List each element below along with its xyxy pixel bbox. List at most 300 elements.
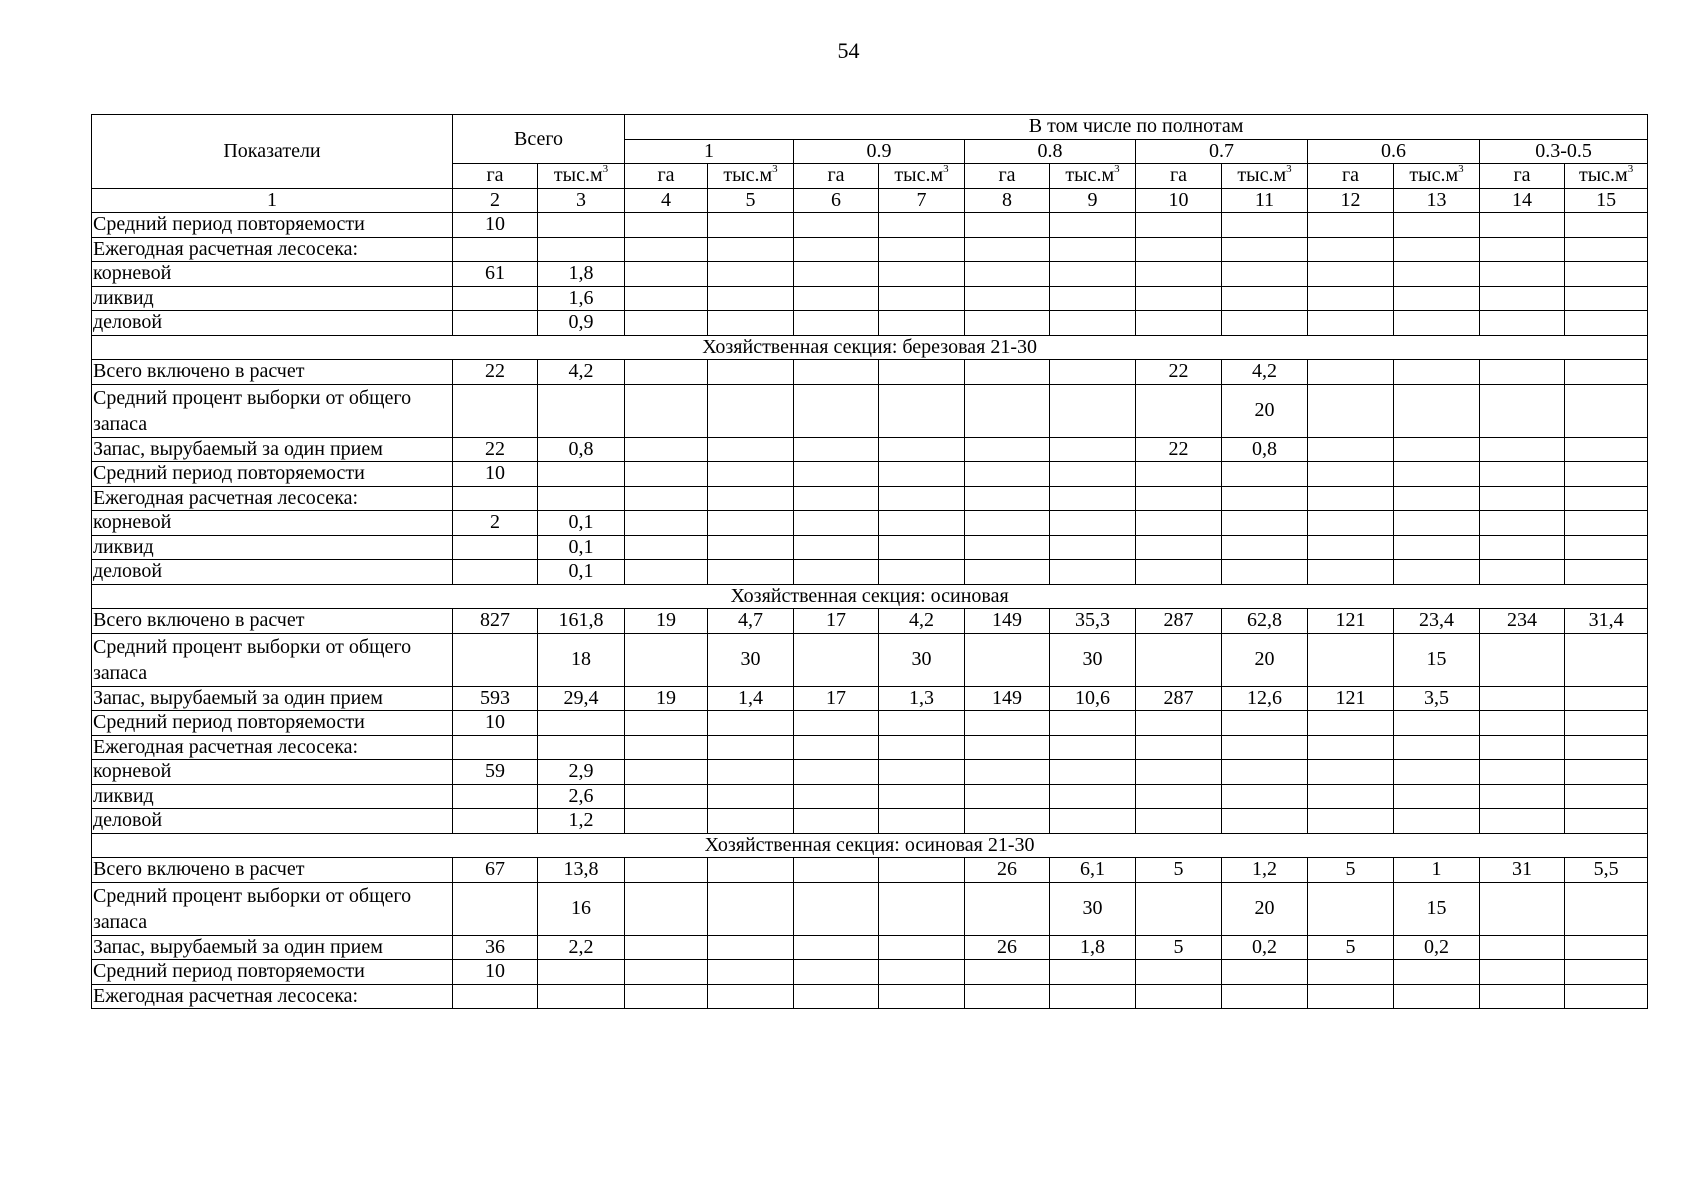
table-cell [965,535,1050,560]
unit-volume-header [879,164,965,189]
table-cell: 121 [1308,686,1394,711]
table-cell [453,535,538,560]
table-cell [1136,784,1222,809]
table-cell [708,784,794,809]
forest-cutting-table [91,114,1648,1009]
table-cell [794,560,879,585]
table-cell [965,711,1050,736]
table-cell [453,633,538,686]
table-cell [1565,882,1648,935]
table-cell [708,984,794,1009]
column-number-row [92,188,1648,213]
table-cell [1222,213,1308,238]
table-cell: 13,8 [538,858,625,883]
table-cell [1136,633,1222,686]
table-row [92,486,1648,511]
table-cell [625,262,708,287]
table-cell [1480,686,1565,711]
table-cell [1050,486,1136,511]
table-cell [1480,286,1565,311]
table-cell [794,437,879,462]
table-cell [1394,437,1480,462]
table-cell [965,213,1050,238]
table-cell [1308,633,1394,686]
table-cell [538,384,625,437]
table-cell [453,984,538,1009]
table-cell [1050,360,1136,385]
table-cell [1394,511,1480,536]
density-header: 0.3-0.5 [1480,139,1648,164]
table-cell: 10 [453,711,538,736]
row-label: корневой [92,760,453,785]
table-cell [1222,511,1308,536]
table-cell [1050,213,1136,238]
table-cell [625,311,708,336]
table-cell: 593 [453,686,538,711]
section-title: Хозяйственная секция: осиновая 21-30 [92,833,1648,858]
table-cell [1222,286,1308,311]
table-cell [1480,935,1565,960]
table-cell [1394,560,1480,585]
table-cell [1222,960,1308,985]
table-row [92,858,1648,883]
row-label: Средний период повторяемости [92,462,453,487]
table-cell [453,809,538,834]
table-cell [1565,311,1648,336]
table-cell [879,486,965,511]
section-title: Хозяйственная секция: березовая 21-30 [92,335,1648,360]
table-cell [1565,784,1648,809]
column-number: 1 [92,188,453,213]
table-cell: 22 [453,360,538,385]
table-row [92,882,1648,935]
row-label: Ежегодная расчетная лесосека: [92,237,453,262]
table-cell [1050,286,1136,311]
row-label: ликвид [92,784,453,809]
table-cell [965,286,1050,311]
table-row [92,809,1648,834]
table-cell [625,511,708,536]
table-cell: 30 [879,633,965,686]
table-cell [1565,511,1648,536]
table-row [92,935,1648,960]
unit-ha-header: га [1308,164,1394,189]
total-header: Всего [453,115,625,164]
table-cell [1565,735,1648,760]
table-cell [1565,384,1648,437]
table-cell: 36 [453,935,538,960]
table-cell [708,462,794,487]
table-cell [794,960,879,985]
unit-volume-header [1050,164,1136,189]
unit-volume-exponent: 3 [1286,163,1292,176]
table-cell: 1,3 [879,686,965,711]
table-cell [1480,809,1565,834]
unit-ha-header: га [794,164,879,189]
table-cell [1565,437,1648,462]
table-cell [1308,960,1394,985]
table-cell [1480,237,1565,262]
table-cell: 35,3 [1050,609,1136,634]
table-cell [1394,784,1480,809]
unit-volume-text: тыс.м [1065,164,1115,187]
table-cell [625,858,708,883]
table-row [92,686,1648,711]
table-cell [708,882,794,935]
row-label: Средний период повторяемости [92,960,453,985]
table-cell [794,935,879,960]
table-cell: 1,2 [1222,858,1308,883]
table-cell [453,237,538,262]
table-cell [794,760,879,785]
table-cell [1308,384,1394,437]
unit-volume-exponent: 3 [1114,163,1120,176]
table-cell [1394,384,1480,437]
unit-volume-text: тыс.м [1237,164,1287,187]
row-label: деловой [92,560,453,585]
table-cell [1565,984,1648,1009]
table-cell [1480,262,1565,287]
table-cell [965,809,1050,834]
table-cell [1136,882,1222,935]
density-header: 0.8 [965,139,1136,164]
section-row [92,584,1648,609]
table-cell [1136,711,1222,736]
table-cell: 22 [1136,360,1222,385]
table-cell [538,462,625,487]
table-cell [879,286,965,311]
table-row [92,984,1648,1009]
column-number: 6 [794,188,879,213]
table-cell [1222,486,1308,511]
table-cell [1565,213,1648,238]
table-cell [794,882,879,935]
table-cell [879,735,965,760]
table-cell [1480,535,1565,560]
table-cell: 0,2 [1222,935,1308,960]
table-cell [794,511,879,536]
table-cell: 2,6 [538,784,625,809]
table-cell [625,535,708,560]
table-cell [453,384,538,437]
table-cell [965,882,1050,935]
table-cell: 0,8 [538,437,625,462]
table-cell [1565,760,1648,785]
table-cell: 1 [1394,858,1480,883]
table-cell [1222,711,1308,736]
table-cell [965,486,1050,511]
table-cell [879,960,965,985]
table-cell: 31 [1480,858,1565,883]
section-row [92,833,1648,858]
table-cell [1308,462,1394,487]
row-label: Средний процент выборки от общего запаса [92,882,453,935]
table-cell: 149 [965,686,1050,711]
table-cell: 15 [1394,633,1480,686]
table-cell: 1,8 [1050,935,1136,960]
table-cell [1050,960,1136,985]
table-cell [1565,486,1648,511]
column-number: 15 [1565,188,1648,213]
table-cell [708,360,794,385]
table-cell [1222,809,1308,834]
table-row [92,560,1648,585]
table-cell [1480,384,1565,437]
table-cell [1308,286,1394,311]
table-cell [794,858,879,883]
table-cell [1480,882,1565,935]
table-cell: 23,4 [1394,609,1480,634]
table-cell [1394,237,1480,262]
table-cell [965,384,1050,437]
row-label: Всего включено в расчет [92,609,453,634]
table-cell: 5 [1136,858,1222,883]
table-cell [1050,984,1136,1009]
table-cell [453,560,538,585]
table-cell: 0,8 [1222,437,1308,462]
table-cell [625,760,708,785]
table-cell [625,237,708,262]
table-cell: 26 [965,858,1050,883]
table-cell [1480,633,1565,686]
page-number: 54 [837,38,860,63]
unit-volume-exponent: 3 [943,163,949,176]
table-cell: 10 [453,462,538,487]
table-cell [965,984,1050,1009]
column-number: 14 [1480,188,1565,213]
table-cell [879,437,965,462]
table-cell [1136,262,1222,287]
table-row [92,735,1648,760]
table-cell: 15 [1394,882,1480,935]
table-cell: 5 [1308,935,1394,960]
table-cell [1136,535,1222,560]
table-cell [1222,784,1308,809]
table-cell: 0,2 [1394,935,1480,960]
table-cell [1480,360,1565,385]
table-cell [1136,213,1222,238]
table-row [92,511,1648,536]
table-cell [625,735,708,760]
table-cell [1308,437,1394,462]
indicators-header: Показатели [92,115,453,189]
table-cell [1308,237,1394,262]
unit-volume-header [538,164,625,189]
table-cell [1136,809,1222,834]
row-label: Всего включено в расчет [92,858,453,883]
table-cell [1050,437,1136,462]
table-cell [794,809,879,834]
table-cell [1480,560,1565,585]
table-row [92,384,1648,437]
table-cell [1136,286,1222,311]
table-cell [453,311,538,336]
table-cell [625,462,708,487]
table-cell [1050,384,1136,437]
table-cell [965,437,1050,462]
table-cell [538,237,625,262]
unit-volume-exponent: 3 [602,163,609,176]
table-cell [1222,984,1308,1009]
table-cell [708,237,794,262]
table-cell: 287 [1136,686,1222,711]
column-number: 5 [708,188,794,213]
table-cell: 5 [1308,858,1394,883]
table-cell [538,711,625,736]
table-cell [879,809,965,834]
table-cell: 2 [453,511,538,536]
table-cell: 1,6 [538,286,625,311]
row-label: корневой [92,511,453,536]
table-cell [1308,486,1394,511]
table-body [92,213,1648,1009]
table-cell [625,560,708,585]
table-cell [708,535,794,560]
section-row [92,335,1648,360]
table-cell [1480,511,1565,536]
table-cell: 19 [625,609,708,634]
table-cell: 5,5 [1565,858,1648,883]
table-cell [1394,486,1480,511]
table-cell [879,935,965,960]
table-cell [1480,311,1565,336]
table-cell [1222,262,1308,287]
table-cell [1308,535,1394,560]
table-cell [1565,535,1648,560]
table-cell: 4,2 [1222,360,1308,385]
unit-ha-header: га [453,164,538,189]
table-cell [879,858,965,883]
table-cell [1136,760,1222,785]
table-cell [1050,311,1136,336]
table-cell [965,735,1050,760]
table-cell [625,384,708,437]
table-cell: 30 [1050,633,1136,686]
column-number: 9 [1050,188,1136,213]
table-row [92,437,1648,462]
column-number: 12 [1308,188,1394,213]
table-row [92,237,1648,262]
table-cell [1050,237,1136,262]
table-cell [1394,286,1480,311]
table-cell [1308,784,1394,809]
table-cell [1050,760,1136,785]
table-cell [1480,213,1565,238]
table-cell [708,760,794,785]
unit-volume-header [1222,164,1308,189]
table-cell [1394,809,1480,834]
table-cell [794,711,879,736]
table-cell: 3,5 [1394,686,1480,711]
table-cell [1050,809,1136,834]
table-cell [1480,984,1565,1009]
table-cell [453,486,538,511]
table-cell: 19 [625,686,708,711]
table-cell [1308,213,1394,238]
table-cell [1480,486,1565,511]
table-cell: 10 [453,960,538,985]
table-cell: 30 [708,633,794,686]
unit-volume-header [1394,164,1480,189]
table-cell: 17 [794,686,879,711]
table-cell [1050,560,1136,585]
table-cell [625,360,708,385]
table-cell [708,809,794,834]
table-row [92,535,1648,560]
table-cell [1394,711,1480,736]
table-cell [708,262,794,287]
table-cell [879,535,965,560]
row-label: Ежегодная расчетная лесосека: [92,735,453,760]
table-cell [1308,711,1394,736]
table-cell: 31,4 [1565,609,1648,634]
section-title: Хозяйственная секция: осиновая [92,584,1648,609]
table-cell [1565,686,1648,711]
table-cell: 234 [1480,609,1565,634]
table-cell: 0,1 [538,535,625,560]
table-cell [794,784,879,809]
table-cell [1136,735,1222,760]
table-cell: 0,9 [538,311,625,336]
table-cell: 22 [1136,437,1222,462]
table-cell [1480,462,1565,487]
table-cell [794,360,879,385]
table-cell [794,262,879,287]
table-cell [625,809,708,834]
table-cell: 20 [1222,633,1308,686]
table-cell: 4,7 [708,609,794,634]
table-cell [1136,511,1222,536]
table-cell: 161,8 [538,609,625,634]
table-cell: 12,6 [1222,686,1308,711]
table-cell: 22 [453,437,538,462]
table-cell [1308,882,1394,935]
table-cell: 16 [538,882,625,935]
table-cell [965,511,1050,536]
table-cell [625,882,708,935]
table-cell [1222,760,1308,785]
table-cell [879,984,965,1009]
table-row [92,784,1648,809]
density-header: 0.7 [1136,139,1308,164]
table-cell [708,711,794,736]
table-cell [1565,360,1648,385]
table-cell [965,784,1050,809]
table-cell [1480,711,1565,736]
unit-ha-header: га [1480,164,1565,189]
table-cell [1050,711,1136,736]
table-cell [1308,311,1394,336]
table-cell [625,286,708,311]
table-cell [879,560,965,585]
table-cell [625,960,708,985]
table-cell [708,960,794,985]
table-cell: 62,8 [1222,609,1308,634]
table-cell [1394,462,1480,487]
table-cell [1136,984,1222,1009]
table-cell [1394,984,1480,1009]
row-label: Ежегодная расчетная лесосека: [92,486,453,511]
table-cell [1222,560,1308,585]
table-cell: 4,2 [879,609,965,634]
table-row [92,633,1648,686]
table-cell: 6,1 [1050,858,1136,883]
table-cell: 18 [538,633,625,686]
table-cell [708,311,794,336]
table-cell [879,511,965,536]
column-number: 8 [965,188,1050,213]
table-cell [794,486,879,511]
